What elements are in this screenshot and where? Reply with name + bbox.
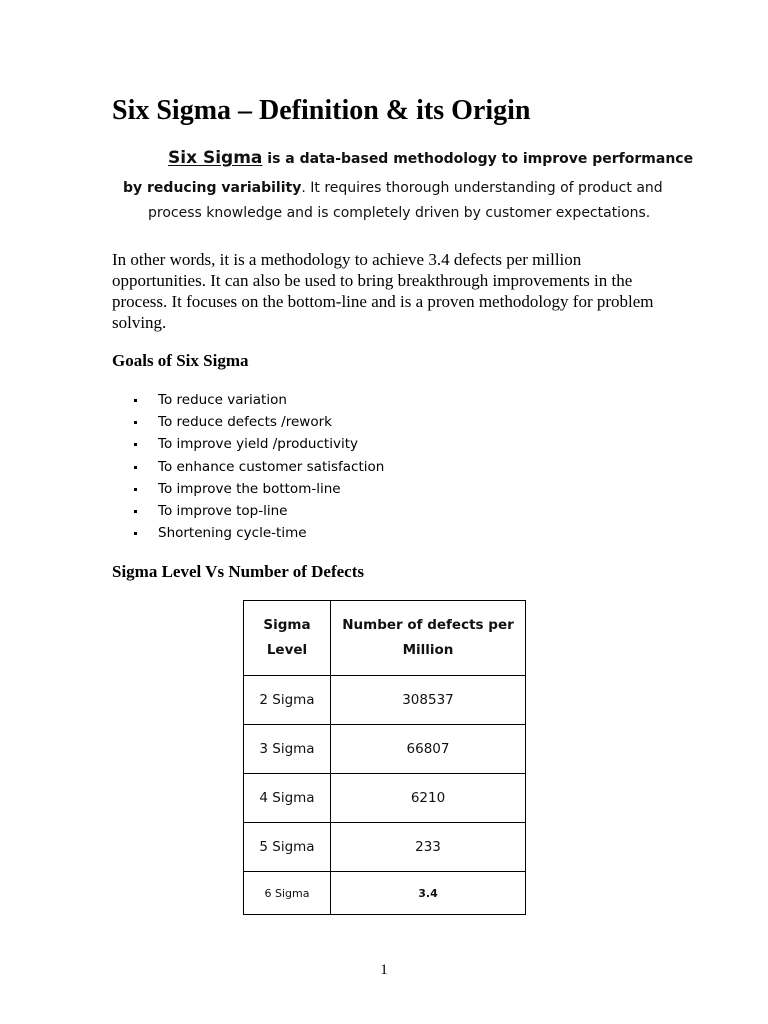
page-title: Six Sigma – Definition & its Origin: [112, 95, 531, 126]
goal-text: To improve the bottom-line: [158, 480, 341, 497]
intro-line-1-text: is a data-based methodology to improve performance: [262, 151, 694, 167]
sigma-level-cell: 6 Sigma: [244, 872, 331, 915]
intro-line-2-text: . It requires thorough understanding of product and: [301, 180, 663, 196]
table-row: [244, 872, 526, 915]
intro-line-3: process knowledge and is completely driven by customer expectations.: [148, 205, 651, 221]
goal-text: To improve yield /productivity: [158, 436, 358, 453]
defects-cell: 308537: [331, 676, 526, 725]
goal-text: To reduce defects /rework: [158, 414, 332, 431]
square-bullet-icon: [134, 421, 137, 424]
intro-line-1: [168, 148, 693, 168]
defects-cell: 3.4: [331, 872, 526, 915]
square-bullet-icon: [134, 443, 137, 446]
goal-text: To improve top-line: [158, 502, 288, 519]
goals-heading: Goals of Six Sigma: [112, 351, 249, 370]
table-header-row: [244, 601, 526, 676]
defects-cell: 66807: [331, 725, 526, 774]
column-header-sigma-level: Sigma Level: [244, 601, 331, 676]
sigma-level-table: [243, 600, 526, 915]
table-row: [244, 823, 526, 872]
goal-text: To reduce variation: [158, 392, 287, 408]
square-bullet-icon: [134, 532, 137, 535]
square-bullet-icon: [134, 466, 137, 469]
square-bullet-icon: [134, 488, 137, 491]
goal-text: Shortening cycle-time: [158, 525, 307, 542]
sigma-level-cell: 5 Sigma: [244, 823, 331, 872]
square-bullet-icon: [134, 510, 137, 513]
table-row: [244, 676, 526, 725]
sigma-level-cell: 3 Sigma: [244, 725, 331, 774]
sigma-level-cell: 2 Sigma: [244, 676, 331, 725]
intro-term: Six Sigma: [168, 148, 263, 168]
page-number: 1: [380, 962, 388, 978]
table-row: [244, 725, 526, 774]
goal-text: To enhance customer satisfaction: [158, 458, 385, 475]
defects-cell: 233: [331, 823, 526, 872]
defects-cell: 6210: [331, 774, 526, 823]
intro-line-2: [123, 180, 663, 196]
square-bullet-icon: [134, 399, 137, 402]
sigma-level-cell: 4 Sigma: [244, 774, 331, 823]
body-paragraph: In other words, it is a methodology to achieve 3.4 defects per million opportunities. It can also be used to bring breakthrough improvements in the process. It focuses on the bottom-line and is a proven methodology for problem solving.: [112, 250, 654, 332]
table-row: [244, 774, 526, 823]
column-header-defects: Number of defects per Million: [331, 601, 526, 676]
intro-line-2-bold: by reducing variability: [123, 180, 302, 196]
table-heading: Sigma Level Vs Number of Defects: [112, 562, 364, 581]
